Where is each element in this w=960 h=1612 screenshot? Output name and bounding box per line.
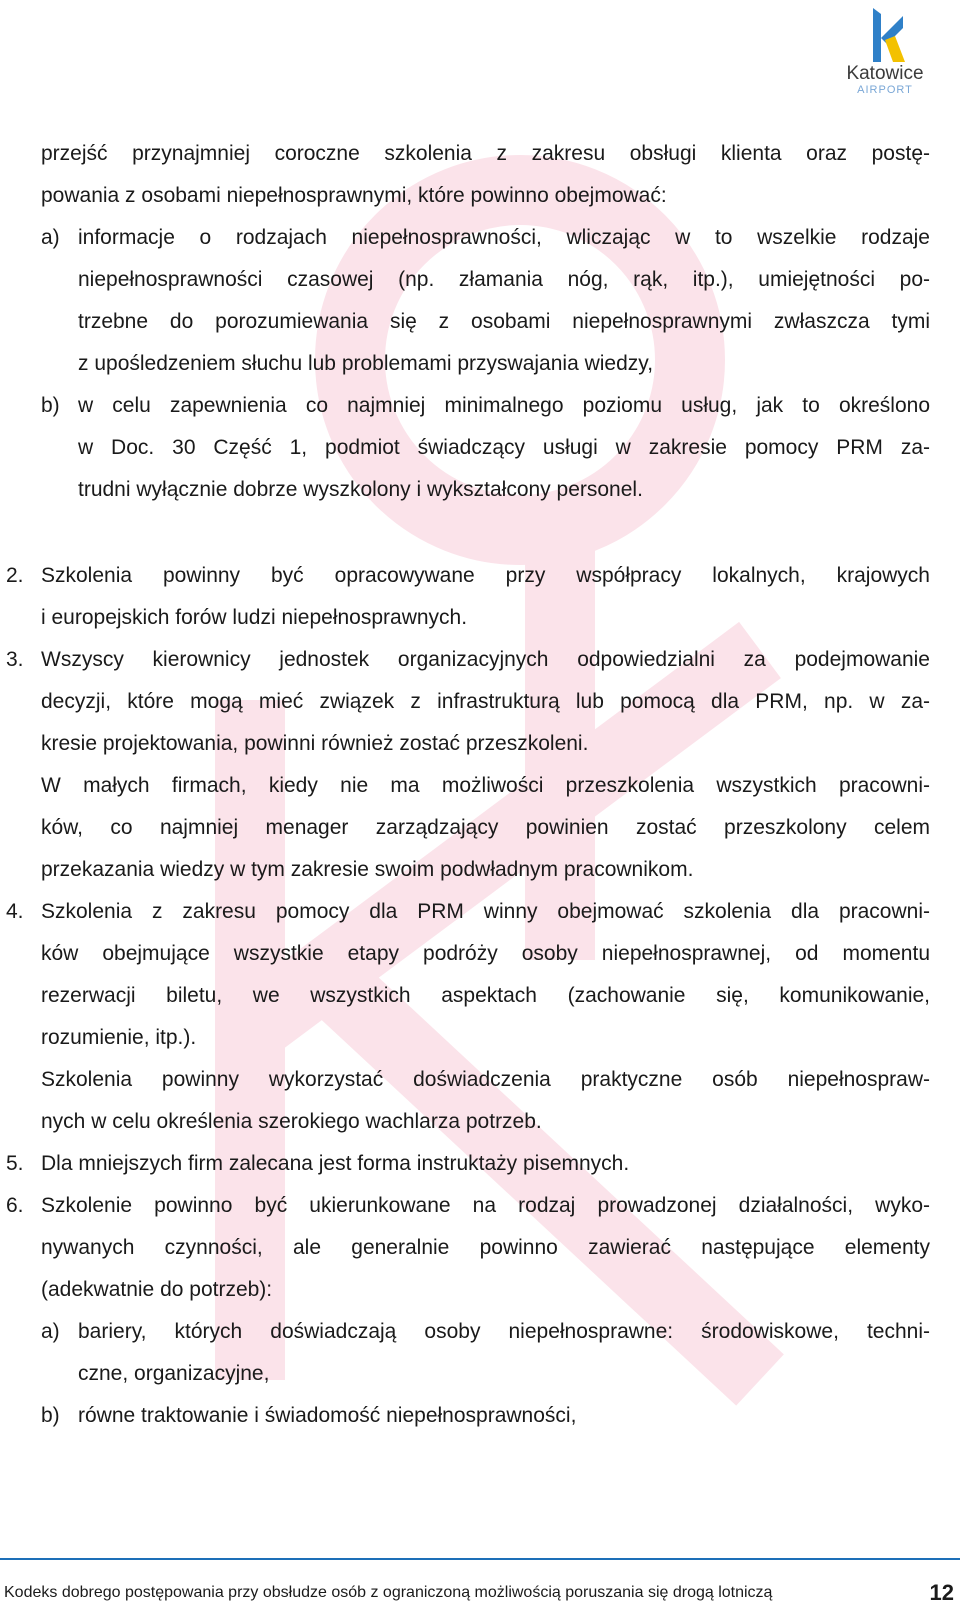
list-marker: a) xyxy=(41,226,60,249)
list-marker: b) xyxy=(41,1404,60,1427)
list-number: 3. xyxy=(6,648,24,671)
airport-k-icon xyxy=(855,6,915,66)
logo-brand-text: Katowice xyxy=(846,63,924,84)
paragraph-line: trudni wyłącznie dobrze wyszkolony i wykształcony personel. xyxy=(78,478,643,501)
list-marker: a) xyxy=(41,1320,60,1343)
paragraph-line: i europejskich forów ludzi niepełnosprawnych. xyxy=(41,606,468,629)
paragraph-line: Szkolenie powinno być ukierunkowane na rodzaj prowadzonej działalności, wyko- xyxy=(41,1194,930,1217)
footer-divider xyxy=(0,1558,960,1560)
footer-title: Kodeks dobrego postępowania przy obsłudze osób z ograniczoną możliwością poruszania się drogą lotniczą xyxy=(4,1584,773,1601)
list-marker: b) xyxy=(41,394,60,417)
paragraph-line: Szkolenia powinny być opracowywane przy współpracy lokalnych, krajowych xyxy=(41,564,930,587)
paragraph-line: równe traktowanie i świadomość niepełnosprawności, xyxy=(78,1404,577,1427)
list-number: 5. xyxy=(6,1152,24,1175)
paragraph-line: Szkolenia powinny wykorzystać doświadczenia praktyczne osób niepełnospraw- xyxy=(41,1068,930,1091)
paragraph-line: kresie projektowania, powinni również zostać przeszkoleni. xyxy=(41,732,589,755)
paragraph-line: trzebne do porozumiewania się z osobami niepełnosprawnymi zwłaszcza tymi xyxy=(78,310,930,333)
paragraph-line: powania z osobami niepełnosprawnymi, które powinno obejmować: xyxy=(41,184,667,207)
paragraph-line: niepełnosprawności czasowej (np. złamania nóg, rąk, itp.), umiejętności po- xyxy=(78,268,930,291)
logo-sub-text: AIRPORT xyxy=(857,84,913,96)
paragraph-line: bariery, których doświadczają osoby niepełnosprawne: środowiskowe, techni- xyxy=(78,1320,930,1343)
katowice-airport-logo xyxy=(830,6,940,102)
paragraph-line: ków obejmujące wszystkie etapy podróży osoby niepełnosprawnej, od momentu xyxy=(41,942,930,965)
paragraph-line: nywanych czynności, ale generalnie powinno zawierać następujące elementy xyxy=(41,1236,930,1259)
page-number: 12 xyxy=(929,1580,954,1605)
paragraph-line: z upośledzeniem słuchu lub problemami przyswajania wiedzy, xyxy=(78,352,654,375)
paragraph-line: ków, co najmniej menager zarządzający powinien zostać przeszkolony celem xyxy=(41,816,930,839)
paragraph-line: Szkolenia z zakresu pomocy dla PRM winny obejmować szkolenia dla pracowni- xyxy=(41,900,930,923)
paragraph-line: decyzji, które mogą mieć związek z infrastrukturą lub pomocą dla PRM, np. w za- xyxy=(41,690,930,713)
paragraph-line: (adekwatnie do potrzeb): xyxy=(41,1278,273,1301)
paragraph-line: przekazania wiedzy w tym zakresie swoim podwładnym pracownikom. xyxy=(41,858,694,881)
paragraph-line: rezerwacji biletu, we wszystkich aspektach (zachowanie się, komunikowanie, xyxy=(41,984,930,1007)
paragraph-line: Dla mniejszych firm zalecana jest forma instruktaży pisemnych. xyxy=(41,1152,630,1175)
list-number: 6. xyxy=(6,1194,24,1217)
list-number: 4. xyxy=(6,900,24,923)
paragraph-line: czne, organizacyjne, xyxy=(78,1362,270,1385)
paragraph-line: w celu zapewnienia co najmniej minimalnego poziomu usług, jak to określono xyxy=(78,394,930,417)
paragraph-line: Wszyscy kierownicy jednostek organizacyjnych odpowiedzialni za podejmowanie xyxy=(41,648,930,671)
paragraph-line: przejść przynajmniej coroczne szkolenia z zakresu obsługi klienta oraz postę- xyxy=(41,142,930,165)
paragraph-line: rozumienie, itp.). xyxy=(41,1026,197,1049)
paragraph-line: nych w celu określenia szerokiego wachlarza potrzeb. xyxy=(41,1110,542,1133)
paragraph-line: w Doc. 30 Część 1, podmiot świadczący usługi w zakresie pomocy PRM za- xyxy=(78,436,930,459)
list-number: 2. xyxy=(6,564,24,587)
paragraph-line: informacje o rodzajach niepełnosprawności, wliczając w to wszelkie rodzaje xyxy=(78,226,930,249)
paragraph-line: W małych firmach, kiedy nie ma możliwości przeszkolenia wszystkich pracowni- xyxy=(41,774,930,797)
